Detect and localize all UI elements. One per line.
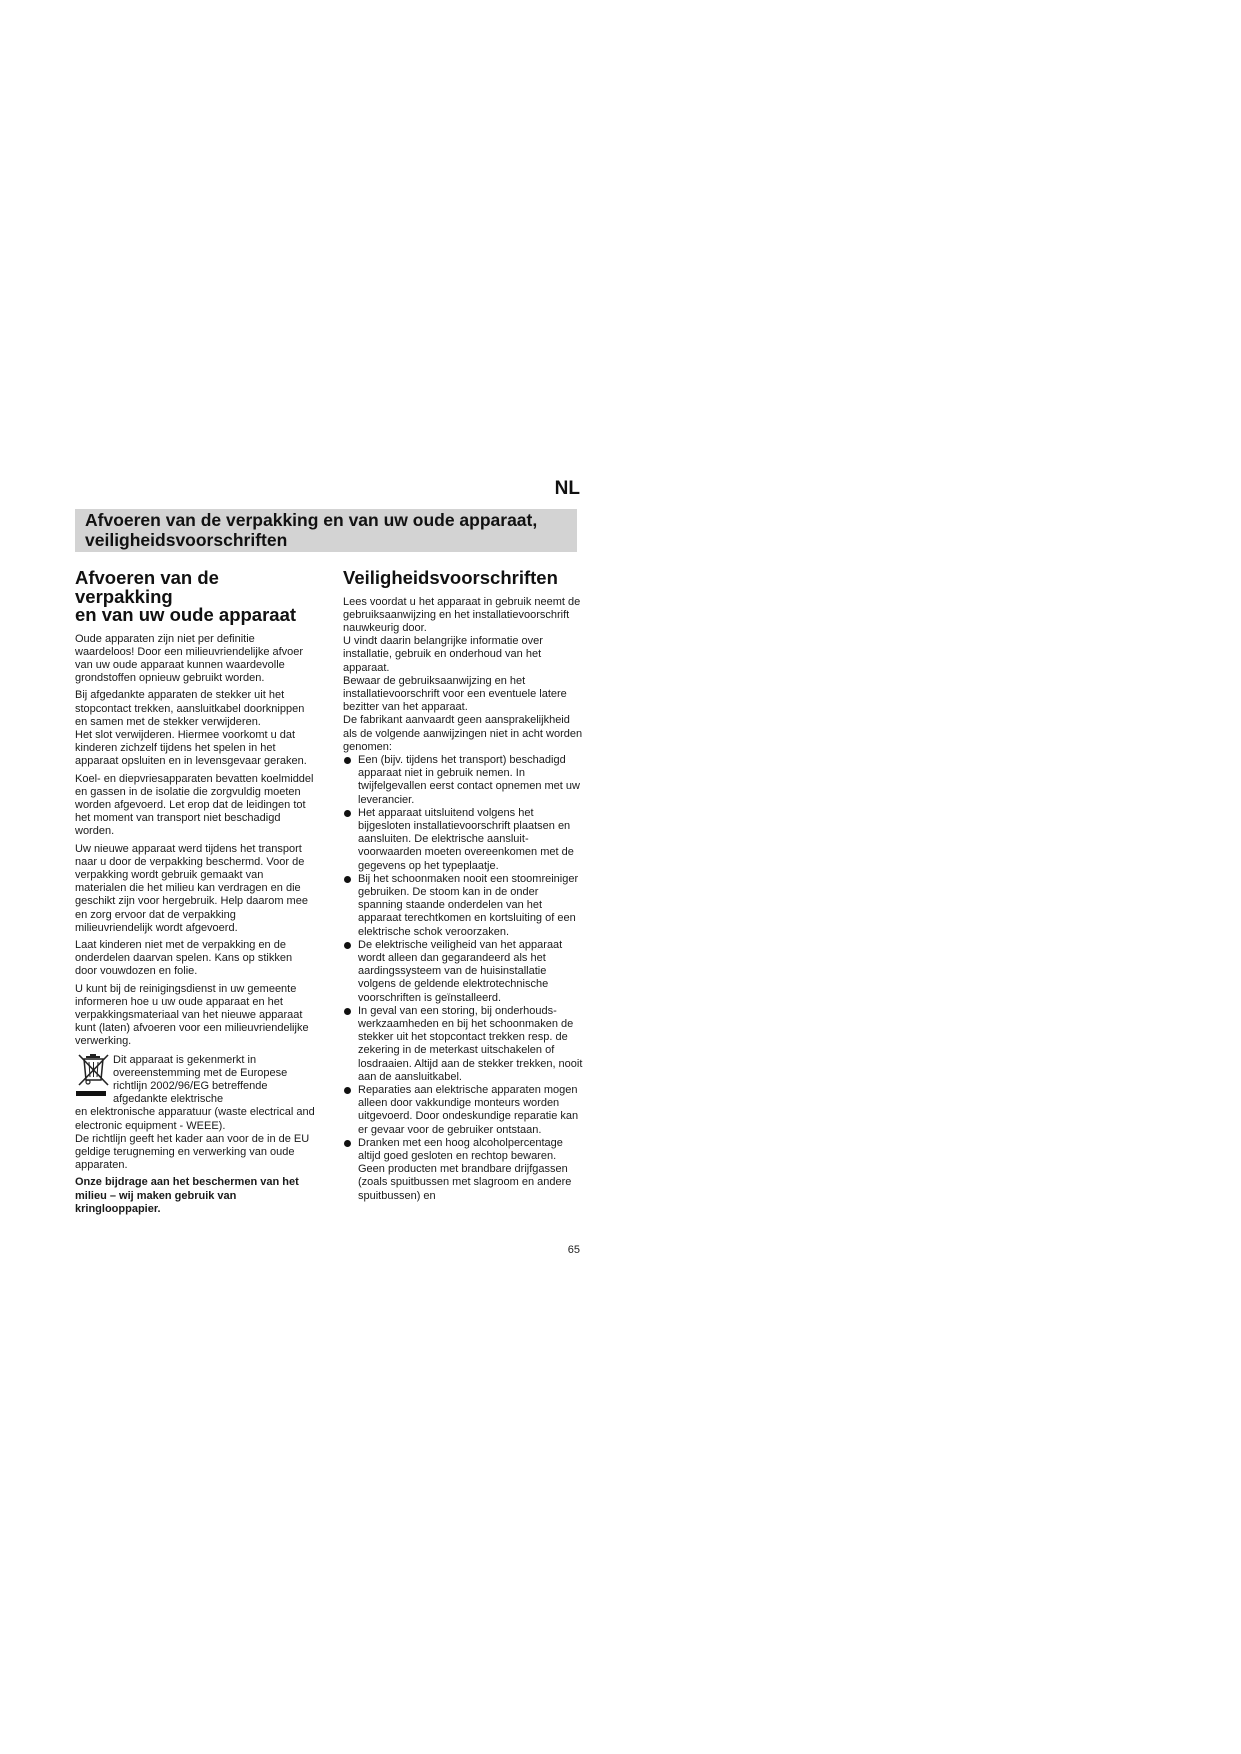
- section-banner: [75, 509, 577, 552]
- safety-list-item: [343, 754, 583, 807]
- banner-title-line-1: Afvoeren van de verpakking en van uw oude apparaat,: [85, 510, 538, 530]
- bullet-icon: [344, 810, 351, 817]
- safety-list-item: [343, 807, 583, 873]
- crossed-out-wheelie-bin-icon: [75, 1053, 113, 1099]
- bullet-icon: [344, 1008, 351, 1015]
- safety-paragraph-2: U vindt daarin belangrijke informatie over installatie, gebruik en onderhoud van het apparaat.: [343, 635, 543, 674]
- safety-list-item-text: Een (bijv. tijdens het transport) beschadigd apparaat niet in gebruik nemen. In twijfelgevallen eerst contact opnemen met uw leverancier.: [358, 753, 580, 806]
- safety-list-item: [343, 1005, 583, 1084]
- language-code: NL: [554, 478, 580, 499]
- disposal-paragraph-6: Laat kinderen niet met de verpakking en de onderdelen daarvan spelen. Kans op stikken door vouwdozen en folie.: [75, 938, 293, 978]
- safety-paragraph-3: Bewaar de gebruiksaanwijzing en het installatievoorschrift voor een eventuele latere bezitter van het apparaat.: [343, 674, 567, 714]
- weee-text: Dit apparaat is gekenmerkt in overeenstemming met de Europese richtlijn 2002/96/EG betreffende afgedankte elektrische: [113, 1053, 288, 1106]
- disposal-paragraph-5: Uw nieuwe apparaat werd tijdens het transport naar u door de verpakking beschermd. Voor de verpakking wordt gebruik gemaakt van materialen die het milieu kan verdragen en die geschikt zijn voor hergebruik. Help daarom mee en zorg ervoor dat de verpakking milieuvriendelijk wordt afgevoerd.: [75, 842, 308, 934]
- disposal-paragraph-3: Het slot verwijderen. Hiermee voorkomt u dat kinderen zichzelf tijdens het spelen in het apparaat opsluiten en in levensgevaar geraken.: [75, 728, 307, 768]
- bullet-icon: [344, 1087, 351, 1094]
- banner-title-line-2: veiligheidsvoorschriften: [85, 529, 288, 550]
- weee-notice: [75, 1053, 315, 1107]
- safety-paragraph-1: Lees voordat u het apparaat in gebruik neemt de gebruiksaanwijzing en het installatievoorschrift nauwkeurig door.: [343, 595, 581, 634]
- left-column: [75, 569, 315, 1220]
- disposal-paragraph-8: De richtlijn geeft het kader aan voor de in de EU geldige terugneming en verwerking van oude apparaten.: [75, 1132, 310, 1172]
- safety-list-item-text: Bij het schoonmaken nooit een stoomreiniger gebruiken. De stoom kan in de onder spanning staande onderdelen van het apparaat terechtkomen en kortsluiting of een elektrische schok veroorzaken.: [358, 872, 579, 938]
- safety-list-item-text: Het apparaat uitsluitend volgens het bijgesloten installatievoorschrift plaatsen en aansluiten. De elektrische aansluitvoorwaarden moeten overeenkomen met de gegevens op het typeplaatje.: [358, 806, 574, 872]
- disposal-paragraph-7: U kunt bij de reinigingsdienst in uw gemeente informeren hoe u uw oude apparaat en het verpakkingsmateriaal van het nieuwe apparaat kunt (laten) afvoeren voor een milieuvriendelijke verwerking.: [75, 982, 309, 1048]
- bullet-icon: [344, 942, 351, 949]
- safety-heading: Veiligheidsvoorschriften: [343, 567, 558, 588]
- bullet-icon: [344, 757, 351, 764]
- safety-list-item: [343, 939, 583, 1005]
- disposal-paragraph-4: Koel- en diepvriesapparaten bevatten koelmiddel en gassen in de isolatie die zorgvuldig moeten worden afgevoerd. Let erop dat de leidingen tot het moment van transport niet beschadigd worden.: [75, 772, 314, 838]
- bullet-icon: [344, 1140, 351, 1147]
- safety-list-item-text: De elektrische veiligheid van het apparaat wordt alleen dan gegarandeerd als het aardingssysteem van de huisinstallatie volgens de geldende elektrotechnische voorschriften is geïnstalleerd.: [358, 938, 563, 1004]
- disposal-paragraph-1: Oude apparaten zijn niet per definitie waardeloos! Door een milieuvriendelijke afvoer van uw oude apparaat kunnen waardevolle grondstoffen opnieuw gebruikt worden.: [75, 632, 304, 685]
- weee-text-continued: en elektronische apparatuur (waste electrical and electronic equipment - WEEE).: [75, 1106, 315, 1132]
- page-number: 65: [567, 1244, 580, 1256]
- safety-list-item-text: Reparaties aan elektrische apparaten mogen alleen door vakkundige monteurs worden uitgevoerd. Door ondeskundige reparatie kan er gevaar voor de gebruiker ontstaan.: [358, 1084, 579, 1136]
- safety-list-item-text: Dranken met een hoog alcoholpercentage altijd goed gesloten en rechtop bewaren. Geen producten met brandbare drijfgassen (zoals spuitbussen met slagroom en andere spuitbussen) en: [358, 1136, 572, 1202]
- disposal-heading-line-1: Afvoeren van de verpakking: [75, 567, 219, 607]
- safety-list-item: [343, 1137, 583, 1203]
- disposal-heading: [75, 569, 315, 625]
- safety-list: [343, 754, 583, 1203]
- safety-list-item: [343, 1084, 583, 1137]
- bullet-icon: [344, 876, 351, 883]
- safety-list-item-text: In geval van een storing, bij onderhoudswerkzaamheden en bij het schoonmaken de stekker uit het stopcontact trekken resp. de zekering in de meterkast uitschakelen of losdraaien. Altijd aan de stekker trekken, nooit aan de aansluitkabel.: [358, 1004, 583, 1083]
- safety-list-item: [343, 873, 583, 939]
- recycled-paper-note: Onze bijdrage aan het beschermen van het milieu – wij maken gebruik van kringlooppapier.: [75, 1176, 299, 1215]
- safety-paragraph-4: De fabrikant aanvaardt geen aansprakelijkheid als de volgende aanwijzingen niet in acht worden genomen:: [343, 714, 583, 753]
- disposal-paragraph-2: Bij afgedankte apparaten de stekker uit het stopcontact trekken, aansluitkabel doorknippen en samen met de stekker verwijderen.: [75, 689, 305, 728]
- right-column: [343, 569, 583, 1203]
- disposal-heading-line-2: en van uw oude apparaat: [75, 604, 297, 625]
